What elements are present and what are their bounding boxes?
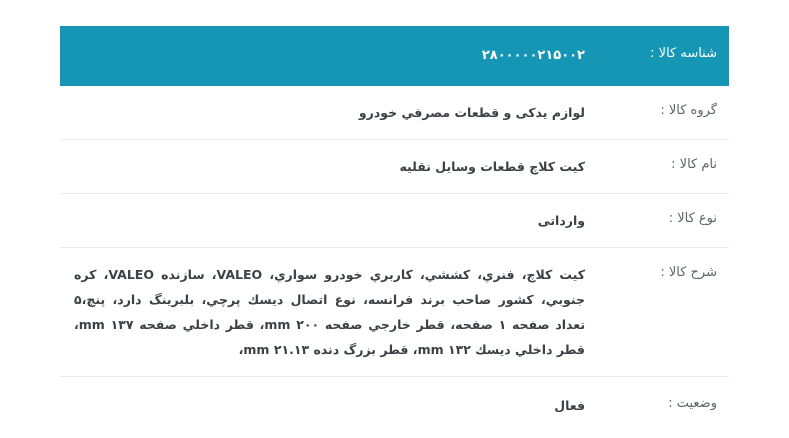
product-id-text: ۲۸۰۰۰۰۰۲۱۵۰۰۲ — [481, 48, 585, 63]
row-value-status — [60, 377, 599, 435]
status-badge: فعال — [554, 398, 585, 413]
table-row — [60, 26, 729, 86]
table-row — [60, 194, 729, 248]
spec-table-body — [60, 26, 729, 434]
row-value-product-id — [60, 26, 599, 86]
row-value-product-description — [60, 248, 599, 377]
row-value-product-group — [60, 86, 599, 140]
row-label-product-group: گروه کالا : — [599, 86, 729, 140]
row-label-product-name: نام کالا : — [599, 140, 729, 194]
row-value-product-type — [60, 194, 599, 248]
table-row — [60, 377, 729, 435]
row-label-product-type: نوع کالا : — [599, 194, 729, 248]
row-label-product-description: شرح کالا : — [599, 248, 729, 377]
product-spec-table — [60, 26, 729, 434]
product-group-text: لوازم یدکی و قطعات مصرفي خودرو — [358, 105, 585, 120]
product-name-text: کیت کلاچ قطعات وسایل نقلیه — [399, 159, 585, 174]
table-row — [60, 140, 729, 194]
row-label-status: وضعیت : — [599, 377, 729, 435]
row-value-product-name — [60, 140, 599, 194]
product-type-text: وارداتی — [537, 213, 585, 228]
table-row — [60, 86, 729, 140]
product-description-text: کیت کلاچ، فنري، کششي، کاربري خودرو سواري، VALEO، سازنده VALEO، کره جنوبي، کشور صاحب برند فرانسه، نوع اتصال دیسك پرچي، بلبرینگ دارد، پنچ،۵ تعداد صفحه ۱ صفحه، قطر خارجي صفحه ۲۰۰ mm، قطر داخلي صفحه ۱۳۷ mm، قطر داخلي دیسك ۱۳۲ mm، قطر بزرگ دنده ۲۱.۱۳ mm، — [74, 267, 586, 357]
row-label-product-id: شناسه کالا : — [599, 26, 729, 86]
table-row — [60, 248, 729, 377]
